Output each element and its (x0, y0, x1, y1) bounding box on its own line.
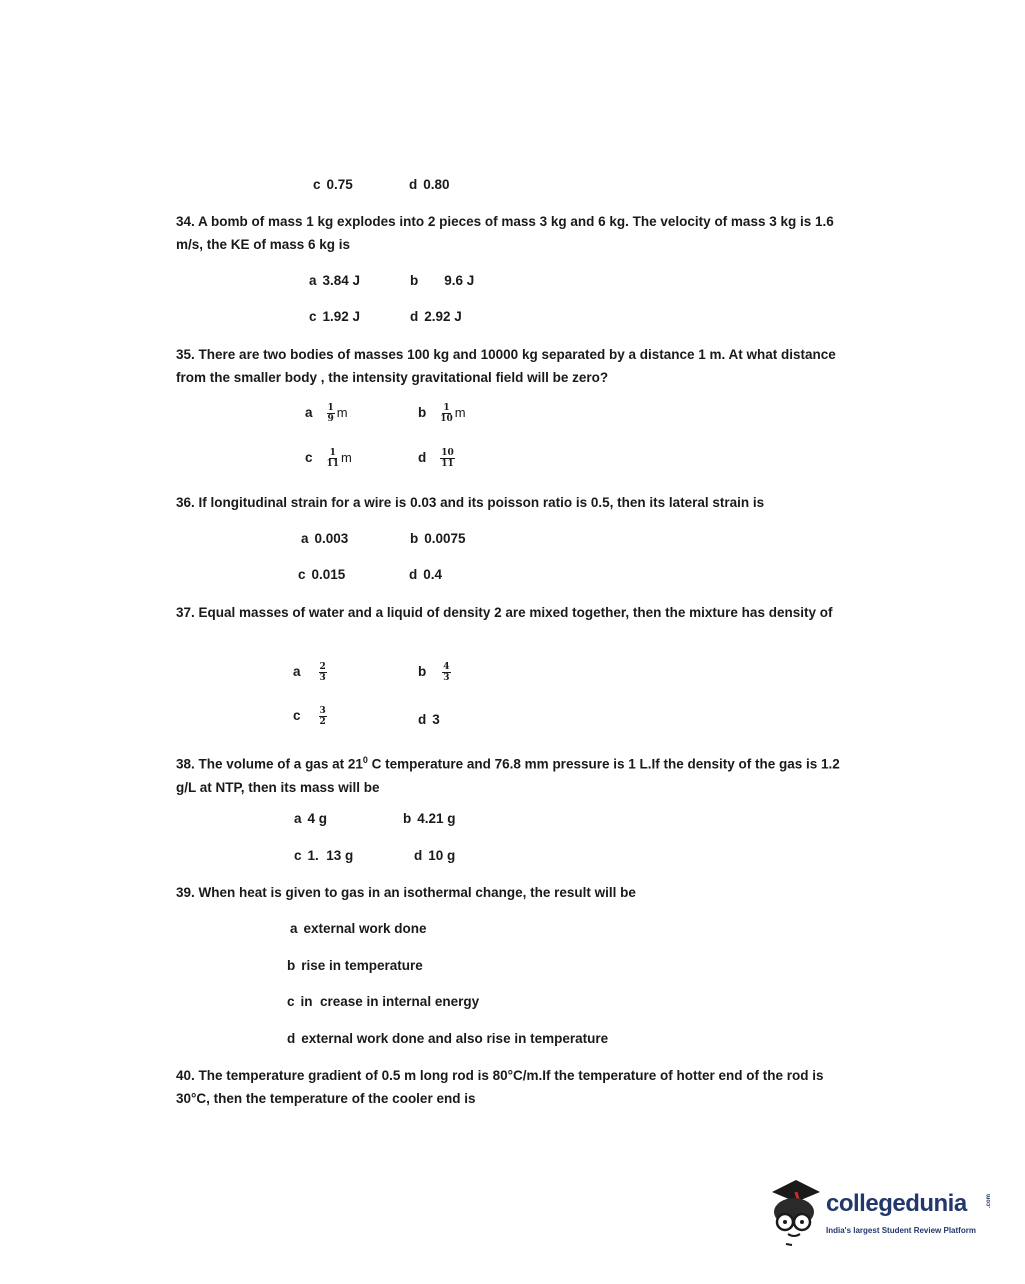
question-37: 37. Equal masses of water and a liquid of density 2 are mixed together, then the mixture has density of (176, 605, 833, 620)
logo-suffix: .com (986, 1193, 993, 1209)
logo-wordmark: collegedunia (826, 1190, 967, 1217)
collegedunia-logo[interactable] (766, 1176, 996, 1248)
q39-option-d: d external work done and also rise in temperature (287, 1031, 609, 1046)
question-36: 36. If longitudinal strain for a wire is 0.03 and its poisson ratio is 0.5, then its lateral strain is (176, 495, 765, 510)
q34-option-a: a 3.84 J (309, 273, 361, 288)
question-40: 40. The temperature gradient of 0.5 m long rod is 80°C/m.If the temperature of hotter end of the rod is 30°C, then the temperature of the cooler end is (176, 1068, 824, 1106)
q38-option-d: d 10 g (414, 848, 456, 863)
q35-option-d: d $\frac{10}{11}$ (418, 448, 454, 469)
q35-option-c: c $\frac{1}{11}$ m (305, 448, 352, 469)
question-39: 39. When heat is given to gas in an isothermal change, the result will be (176, 885, 636, 900)
q39-option-b: b rise in temperature (287, 958, 423, 973)
q37-option-d: d 3 (418, 712, 440, 727)
option-d: d 0.80 (409, 177, 450, 192)
q36-option-c: c 0.015 (298, 567, 346, 582)
fraction: $\frac{2}{3}$ (319, 662, 326, 683)
q38-option-b: b 4.21 g (403, 811, 456, 826)
q39-option-a: a external work done (290, 921, 427, 936)
q37-option-b: b $\frac{4}{3}$ (418, 662, 450, 683)
fraction: $\frac{10}{11}$ (441, 448, 454, 469)
option-c: c 0.75 (313, 177, 353, 192)
q36-option-b: b 0.0075 (410, 531, 466, 546)
q37-option-c: c $\frac{3}{2}$ (293, 706, 326, 727)
mascot-icon (766, 1176, 824, 1248)
fraction: $\frac{3}{2}$ (319, 706, 326, 727)
q36-option-d: d 0.4 (409, 567, 443, 582)
q38-option-a: a 4 g (294, 811, 328, 826)
q39-option-c: c in crease in internal energy (287, 994, 480, 1009)
fraction: $\frac{1}{10}$ (440, 403, 453, 424)
fraction: $\frac{4}{3}$ (443, 662, 450, 683)
q35-option-a: a $\frac{1}{9}$ m (305, 403, 348, 424)
q35-option-b: b $\frac{1}{10}$ m (418, 403, 466, 424)
question-38: 38. The volume of a gas at $21^0$ C temperature and 76.8 mm pressure is 1 L.If the density of the gas is 1.2 g/L at NTP, then its mass will be (176, 755, 840, 795)
question-34: 34. A bomb of mass 1 kg explodes into 2 pieces of mass 3 kg and 6 kg. The velocity of mass 3 kg is 1.6 m/s, the KE of mass 6 kg is (176, 214, 834, 252)
q38-option-c: c 1. 13 g (294, 848, 354, 863)
q37-option-a: a $\frac{2}{3}$ (293, 662, 326, 683)
q34-option-b: b 9.6 J (410, 273, 475, 288)
q34-option-d: d 2.92 J (410, 309, 462, 324)
q34-option-c: c 1.92 J (309, 309, 361, 324)
logo-tagline: India's largest Student Review Platform (826, 1226, 976, 1235)
q36-option-a: a 0.003 (301, 531, 349, 546)
fraction: $\frac{1}{11}$ (326, 448, 340, 469)
fraction: $\frac{1}{9}$ (327, 403, 334, 424)
question-35: 35. There are two bodies of masses 100 kg and 10000 kg separated by a distance 1 m. At what distance from the smaller body , the intensity gravitational field will be zero? (176, 347, 836, 385)
